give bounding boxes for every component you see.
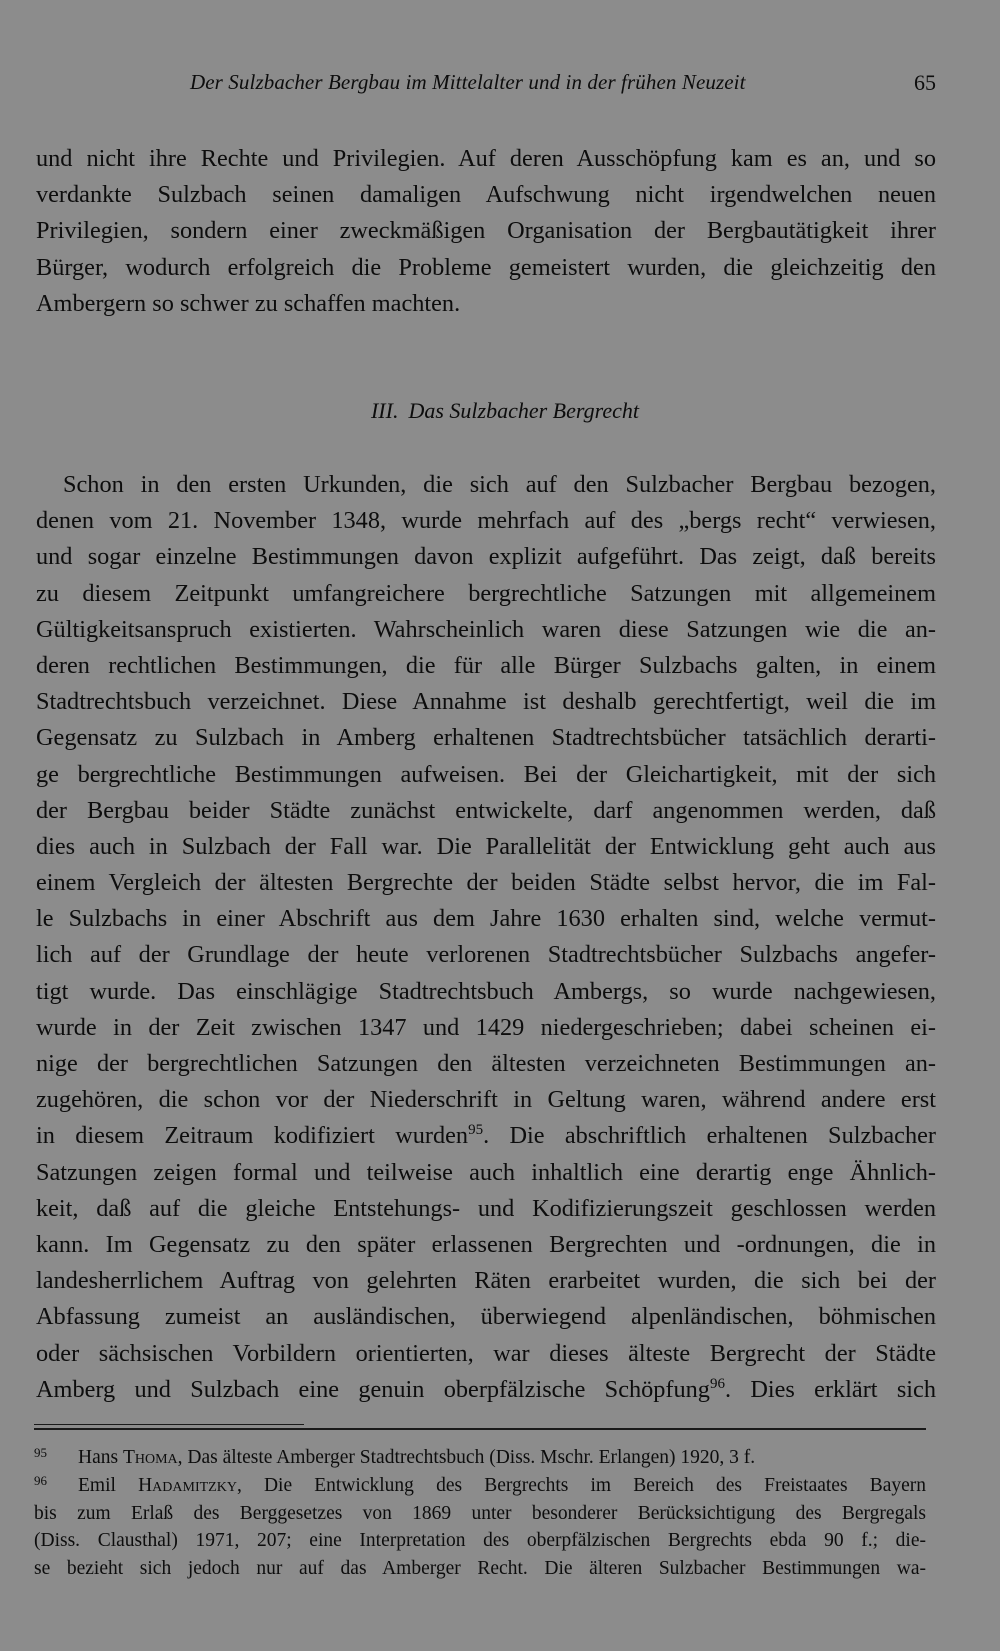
text-line: Stadtrechtsbuch verzeichnet. Diese Annahme ist deshalb gerechtfertigt, weil die im [36, 688, 936, 716]
text-line: Ambergern so schwer zu schaffen machten. [36, 289, 461, 317]
text-line: landesherrlichem Auftrag von gelehrten Räten erarbeitet wurden, die sich bei der [36, 1267, 936, 1295]
footnote-rule-top [34, 1424, 304, 1425]
text-line: Gültigkeitsanspruch existierten. Wahrscheinlich waren diese Satzungen wie die an- [36, 615, 936, 643]
footnote-author-first: Emil [78, 1474, 116, 1496]
footnote-95 [34, 1444, 926, 1472]
text-line: Abfassung zumeist an ausländischen, überwiegend alpenländischen, böhmischen [36, 1303, 936, 1331]
running-head [40, 70, 940, 104]
text-line: Privilegien, sondern einer zweckmäßigen Organisation der Bergbautätigkeit ihrer [36, 217, 936, 245]
footnote-line: (Diss. Clausthal) 1971, 207; eine Interpretation des oberpfälzischen Bergrechts ebda 90 f.; die- [34, 1530, 926, 1552]
text-line: der Bergbau beider Städte zunächst entwickelte, darf angenommen werden, daß [36, 796, 936, 824]
footnote-reference-96[interactable]: 96 [709, 1375, 725, 1392]
text-line: wurde in der Zeit zwischen 1347 und 1429 niedergeschrieben; dabei scheinen ei- [36, 1013, 936, 1041]
footnote-author-first: Hans [78, 1447, 119, 1468]
footnote-rule [34, 1428, 926, 1430]
section-number: III. [370, 398, 399, 423]
text-line: einem Vergleich der ältesten Bergrechte der beiden Städte selbst hervor, die im Fal- [36, 869, 936, 897]
text-line: keit, daß auf die gleiche Entstehungs- und Kodifizierungszeit geschlossen werden [36, 1194, 936, 1222]
running-title: Der Sulzbacher Bergbau im Mittelalter und in der frühen Neuzeit [190, 70, 746, 94]
text-line: zugehören, die schon vor der Niederschrift in Geltung waren, während andere erst [36, 1086, 936, 1114]
footnote-line: bis zum Erlaß des Berggesetzes von 1869 unter besonderer Berücksichtigung des Bergregals [34, 1502, 926, 1524]
text-line: deren rechtlichen Bestimmungen, die für alle Bürger Sulzbachs galten, in einem [36, 651, 936, 679]
footnote-text: , Das älteste Amberger Stadtrechtsbuch (Diss. Mschr. Erlangen) 1920, 3 f. [177, 1447, 756, 1468]
text-line: lich auf der Grundlage der heute verlorenen Stadtrechtsbücher Sulzbachs angefer- [36, 941, 936, 969]
footnote-line: se bezieht sich jedoch nur auf das Amberger Recht. Die älteren Sulzbacher Bestimmungen wa- [34, 1558, 926, 1580]
text-line: dies auch in Sulzbach der Fall war. Die Parallelität der Entwicklung geht auch aus [36, 832, 936, 860]
text-segment: . Dies erklärt sich [724, 1375, 936, 1403]
text-line: Gegensatz zu Sulzbach in Amberg erhaltenen Stadtrechtsbücher tatsächlich derarti- [36, 724, 936, 752]
text-line: tigt wurde. Das einschlägige Stadtrechtsbuch Ambergs, so wurde nachgewiesen, [36, 977, 936, 1005]
text-line: oder sächsischen Vorbildern orientierten, war dieses älteste Bergrecht der Städte [36, 1339, 936, 1367]
footnote-96 [34, 1472, 926, 1500]
text-line: zu diesem Zeitpunkt umfangreichere bergrechtliche Satzungen mit allgemeinem [36, 579, 936, 607]
section-title: Das Sulzbacher Bergrecht [408, 398, 640, 423]
text-line-with-footnote-96 [36, 1372, 936, 1408]
footnote-mark: 95 [34, 1445, 47, 1460]
page-number: 65 [914, 70, 936, 95]
paragraph-2 [36, 467, 936, 1408]
footnote-mark: 96 [34, 1472, 47, 1488]
text-line: nige der bergrechtlichen Satzungen den ältesten verzeichneten Bestimmungen an- [36, 1050, 936, 1077]
text-line: verdankte Sulzbach seinen damaligen Aufschwung nicht irgendwelchen neuen [36, 181, 936, 209]
text-line: le Sulzbachs in einer Abschrift aus dem Jahre 1630 erhalten sind, welche vermut- [36, 905, 936, 933]
text-line: kann. Im Gegensatz zu den später erlassenen Bergrechten und -ordnungen, die in [36, 1230, 936, 1258]
text-line-with-footnote-95 [36, 1118, 936, 1154]
text-line: ge bergrechtliche Bestimmungen aufweisen. Bei der Gleichartigkeit, mit der sich [36, 760, 936, 788]
text-segment: . Die abschriftlich erhaltenen Sulzbacher [483, 1122, 936, 1150]
section-heading [0, 398, 1000, 424]
footnote-reference-95[interactable]: 95 [468, 1122, 484, 1139]
footnote-author-last: Hadamitzky [138, 1474, 237, 1496]
text-segment: Amberg und Sulzbach eine genuin oberpfälzische Schöpfung [36, 1375, 710, 1403]
text-line: Satzungen zeigen formal und teilweise auch inhaltlich eine derartig enge Ähnlich- [36, 1158, 936, 1186]
paragraph-1 [36, 141, 936, 322]
text-line: und nicht ihre Rechte und Privilegien. Auf deren Ausschöpfung kam es an, und so [36, 145, 936, 172]
footnote-author-last: Thoma [122, 1447, 178, 1468]
text-line: denen vom 21. November 1348, wurde mehrfach auf des „bergs recht“ verwiesen, [36, 507, 936, 535]
footnote-text: , Die Entwicklung des Bergrechts im Bereich des Freistaates Bayern [236, 1474, 927, 1496]
text-line: Schon in den ersten Urkunden, die sich auf den Sulzbacher Bergbau bezogen, [63, 471, 936, 498]
footnotes [34, 1444, 926, 1583]
text-line: und sogar einzelne Bestimmungen davon explizit aufgeführt. Das zeigt, daß bereits [36, 543, 936, 571]
text-segment: in diesem Zeitraum kodifiziert wurden [36, 1122, 469, 1150]
text-line: Bürger, wodurch erfolgreich die Probleme gemeistert wurden, die gleichzeitig den [36, 253, 936, 281]
